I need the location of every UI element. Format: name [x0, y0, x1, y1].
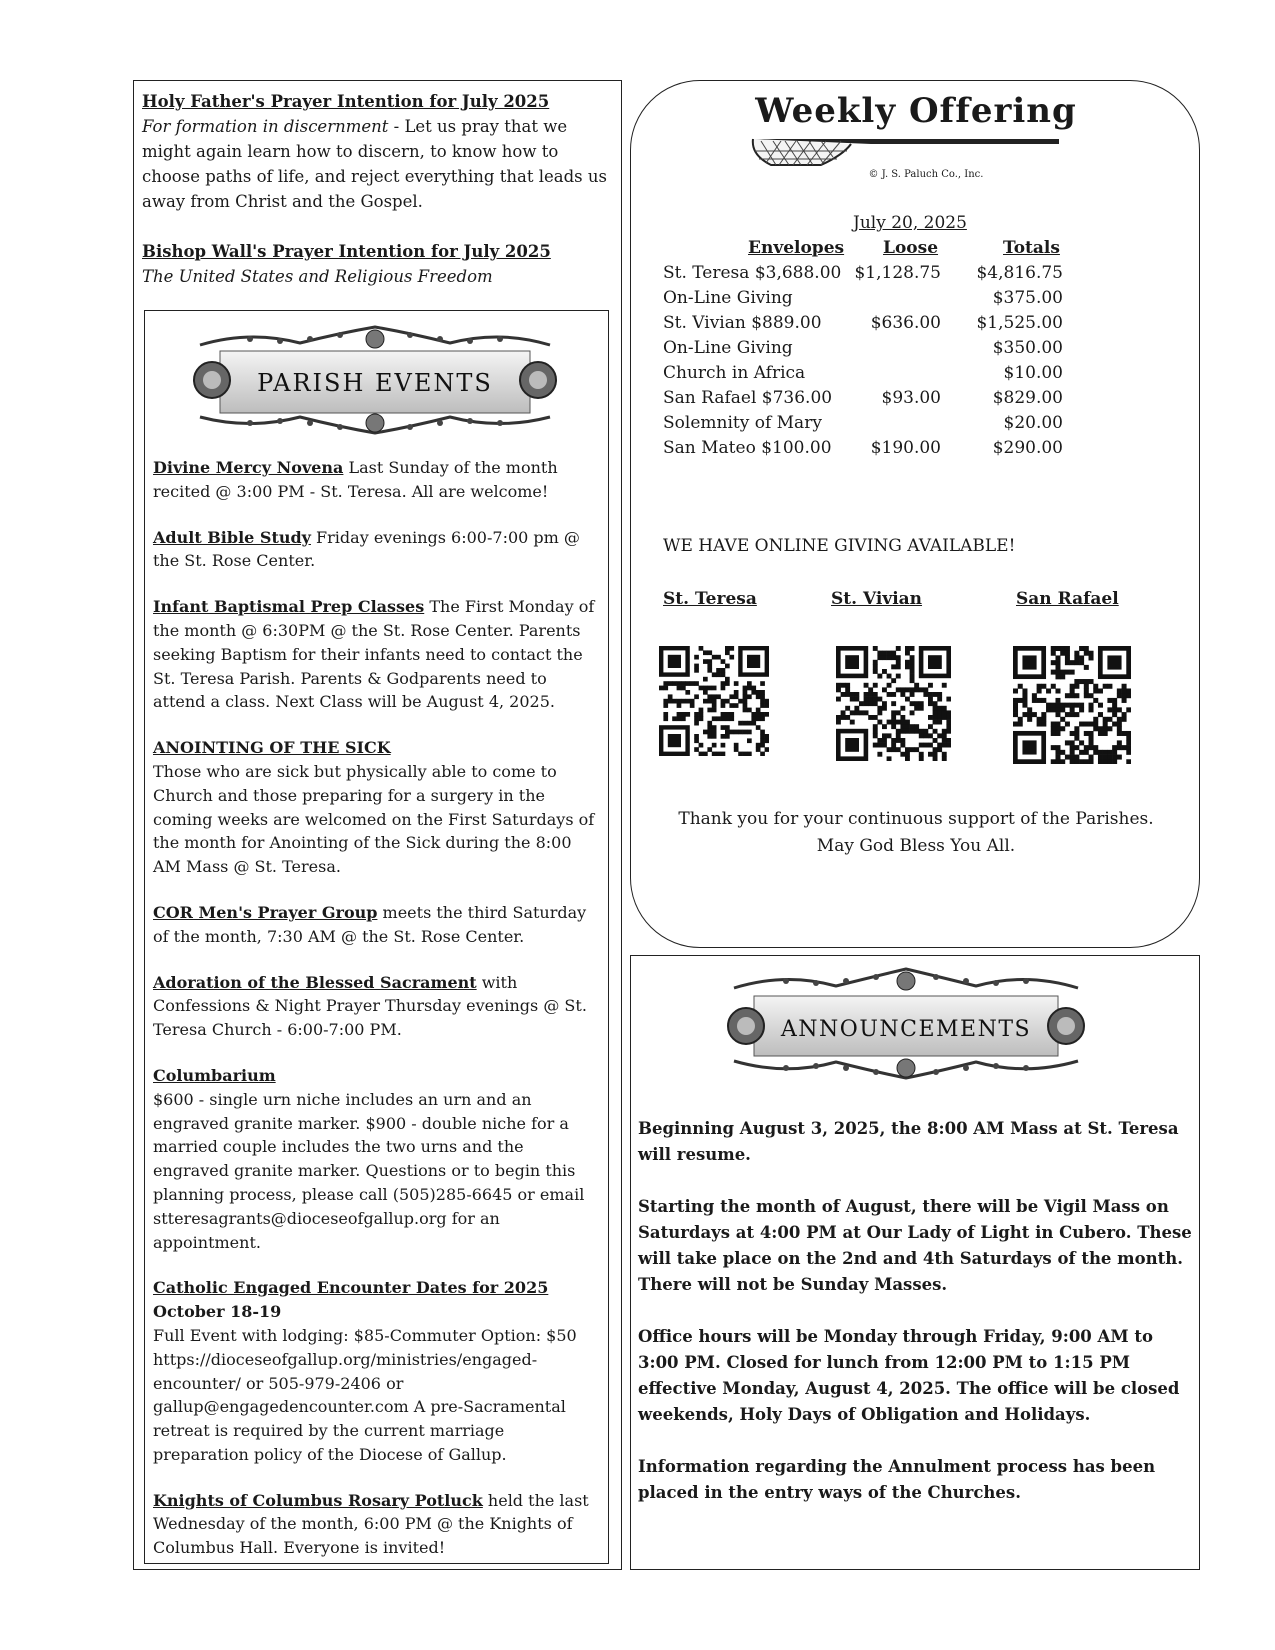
copyright: © J. S. Paluch Co., Inc. [868, 169, 984, 180]
qr-label-st-teresa: St. Teresa [663, 589, 757, 609]
offering-table [663, 211, 1083, 461]
row-name: On-Line Giving [663, 338, 793, 358]
event-subtitle: October 18-19 [153, 1302, 282, 1322]
ornament-frame-icon [190, 325, 560, 435]
qr-label-st-vivian: St. Vivian [831, 589, 923, 609]
event-text: with Confessions & Night Prayer Thursday evenings @ St. Teresa Church - 6:00-7:00 PM. [153, 972, 587, 1040]
event-item [153, 1064, 603, 1254]
offering-row [663, 411, 1083, 436]
event-item [153, 595, 603, 714]
row-name: San Mateo $100.00 [663, 438, 832, 458]
prayer-intentions [142, 89, 612, 289]
row-name: St. Vivian $889.00 [663, 313, 822, 333]
row-total: $4,816.75 [976, 263, 1063, 283]
announcement-item: Beginning August 3, 2025, the 8:00 AM Mass at St. Teresa will resume. [638, 1119, 1179, 1164]
qr-label-san-rafael: San Rafael [1016, 589, 1119, 609]
event-text: meets the third Saturday of the month, 7:30 AM @ the St. Rose Center. [153, 902, 587, 946]
announcement-item: Information regarding the Annulment process has been placed in the entry ways of the Churches. [638, 1457, 1156, 1502]
event-title: Divine Mercy Novena [153, 458, 344, 477]
parish-events-list [153, 456, 603, 1582]
offering-row [663, 286, 1083, 311]
row-name: Church in Africa [663, 363, 806, 383]
header-envelopes: Envelopes [748, 238, 845, 258]
offering-row [663, 361, 1083, 386]
row-total: $10.00 [1003, 363, 1063, 383]
offering-row [663, 386, 1083, 411]
online-giving-message: WE HAVE ONLINE GIVING AVAILABLE! [663, 536, 1016, 556]
event-item [153, 526, 603, 574]
event-item [153, 736, 603, 879]
event-text: $600 - single urn niche includes an urn and an engraved granite marker. $900 - double niche for a married couple includes the two urns and the engraved granite marker. Questions or to begin this planning process, please call (505)285-6645 or email stteresagrants@dioceseofgallup.org for an appointment. [153, 1089, 585, 1252]
row-name: St. Teresa $3,688.00 [663, 263, 842, 283]
event-title: Knights of Columbus Rosary Potluck [153, 1490, 483, 1510]
qr-code-san-rafael-icon[interactable] [1013, 646, 1131, 764]
row-total: $350.00 [992, 338, 1063, 358]
offering-basket-icon [751, 133, 1061, 169]
thanks-message [631, 806, 1201, 860]
thanks-line-2: May God Bless You All. [816, 836, 1016, 856]
event-text: Last Sunday of the month recited @ 3:00 PM - St. Teresa. All are welcome! [153, 458, 558, 501]
event-title: Catholic Engaged Encounter Dates for 2025 [153, 1278, 549, 1298]
offering-row [663, 336, 1083, 361]
svg-text:PARISH EVENTS: PARISH EVENTS [257, 369, 493, 397]
event-item [153, 456, 603, 504]
announcements-list [638, 1116, 1193, 1532]
row-name: Solemnity of Mary [663, 413, 822, 433]
announcement-item: Office hours will be Monday through Friday, 9:00 AM to 3:00 PM. Closed for lunch from 12:00 PM to 1:15 PM effective Monday, August 4, 2025. The office will be closed weekends, Holy Days of Obligation and Holidays. [638, 1327, 1180, 1424]
parish-events-box [144, 310, 609, 1564]
event-title: COR Men's Prayer Group [153, 902, 378, 922]
event-text: Those who are sick but physically able to come to Church and those preparing for a surgery in the coming weeks are welcomed on the First Saturdays of the month for Anointing of the Sick during the 8:00 AM Mass @ St. Teresa. [153, 761, 595, 877]
ornament-frame-icon [726, 966, 1086, 1081]
event-item [153, 901, 603, 949]
row-name: On-Line Giving [663, 288, 793, 308]
offering-row [663, 436, 1083, 461]
row-total: $375.00 [992, 288, 1063, 308]
announcements-banner [726, 966, 1086, 1081]
header-totals: Totals [1003, 238, 1060, 258]
row-total: $829.00 [992, 388, 1063, 408]
header-loose: Loose [883, 238, 939, 258]
event-item [153, 971, 603, 1042]
event-text: held the last Wednesday of the month, 6:00 PM @ the Knights of Columbus Hall. Everyone is invited! [153, 1490, 589, 1558]
row-loose: $1,128.75 [854, 263, 941, 283]
row-total: $290.00 [992, 438, 1063, 458]
row-name: San Rafael $736.00 [663, 388, 833, 408]
event-title: Columbarium [153, 1065, 276, 1085]
thanks-line-1: Thank you for your continuous support of the Parishes. [678, 809, 1154, 829]
weekly-offering-box [630, 80, 1200, 948]
offering-row [663, 311, 1083, 336]
offering-row [663, 261, 1083, 286]
bishop-intention: The United States and Religious Freedom [142, 267, 493, 286]
qr-code-st-vivian-icon[interactable] [836, 646, 951, 761]
holy-father-intention [142, 114, 612, 214]
qr-code-st-teresa-icon[interactable] [659, 646, 769, 756]
svg-text:ANNOUNCEMENTS: ANNOUNCEMENTS [780, 1017, 1032, 1042]
event-text: Full Event with lodging: $85-Commuter Option: $50 https://dioceseofgallup.org/ministries/engaged-encounter/ or 505-979-2406 or gallup@engagedencounter.com A pre-Sacramental retreat is required by the current marriage preparation policy of the Diocese of Gallup. [153, 1325, 577, 1464]
event-title: Infant Baptismal Prep Classes [153, 597, 425, 617]
row-loose: $190.00 [870, 438, 941, 458]
event-text: The First Monday of the month @ 6:30PM @ the St. Rose Center. Parents seeking Baptism for their infants need to contact the St. Teresa Parish. Parents & Godparents need to attend a class. Next Class will be August 4, 2025. [153, 597, 595, 712]
event-title: Adoration of the Blessed Sacrament [153, 972, 477, 992]
event-item [153, 1276, 603, 1466]
row-total: $1,525.00 [976, 313, 1063, 333]
offering-date: July 20, 2025 [853, 213, 967, 233]
event-item [153, 1489, 603, 1560]
announcement-item: Starting the month of August, there will be Vigil Mass on Saturdays at 4:00 PM at Our Lady of Light in Cubero. These will take place on the 2nd and 4th Saturdays of the month. There will not be Sunday Masses. [638, 1197, 1192, 1294]
weekly-offering-title: Weekly Offering [755, 91, 1077, 131]
holy-father-title: Holy Father's Prayer Intention for July 2025 [142, 92, 550, 111]
parish-events-banner [190, 325, 560, 435]
row-loose: $636.00 [870, 313, 941, 333]
event-text: Friday evenings 6:00-7:00 pm @ the St. Rose Center. [153, 527, 580, 571]
event-title: Adult Bible Study [153, 527, 311, 547]
announcements-box [630, 955, 1200, 1570]
event-title: ANOINTING OF THE SICK [153, 738, 391, 758]
bishop-title: Bishop Wall's Prayer Intention for July 2025 [142, 242, 551, 261]
holy-father-text: - Let us pray that we might again learn how to discern, to know how to choose paths of life, and reject everything that leads us away from Christ and the Gospel. [142, 117, 607, 211]
row-total: $20.00 [1003, 413, 1063, 433]
holy-father-lead: For formation in discernment [142, 117, 389, 136]
left-column-box [133, 80, 622, 1570]
row-loose: $93.00 [881, 388, 941, 408]
